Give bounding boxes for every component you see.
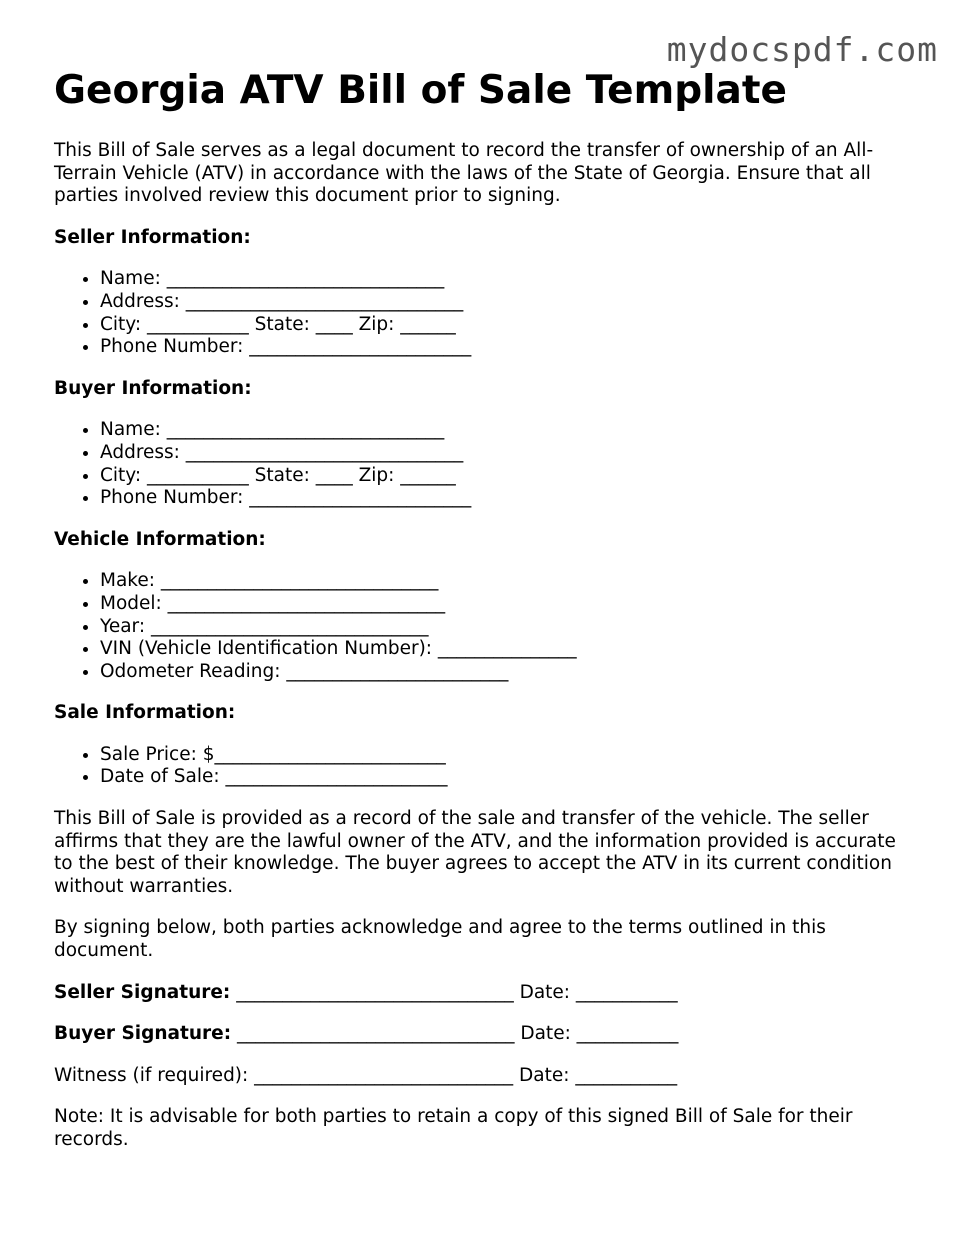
document-page: [54, 66, 914, 1171]
seller-list: [54, 268, 914, 358]
sale-date-field[interactable]: • Date of Sale: ________________________: [100, 766, 914, 789]
buyer-heading: Buyer Information:: [54, 377, 252, 399]
seller-city-state-zip-field[interactable]: • City: ___________ State: ____ Zip: ______: [100, 314, 914, 337]
buyer-city-state-zip-field[interactable]: • City: ___________ State: ____ Zip: ______: [100, 465, 914, 488]
seller-signature-line[interactable]: ______________________________ Date: ___________: [230, 981, 678, 1003]
vehicle-model-field[interactable]: • Model: ______________________________: [100, 593, 914, 616]
vehicle-odometer-field[interactable]: • Odometer Reading: ________________________: [100, 661, 914, 684]
statement-paragraph: This Bill of Sale is provided as a record of the sale and transfer of the vehicle. The seller affirms that they are the lawful owner of the ATV, and the information provided is accurate to the best of their knowledge. The buyer agrees to accept the ATV in its current condition without warranties.: [54, 808, 896, 897]
vehicle-make-field[interactable]: • Make: ______________________________: [100, 570, 914, 593]
document-title: Georgia ATV Bill of Sale Template: [54, 68, 787, 113]
buyer-signature-row[interactable]: [54, 1023, 914, 1046]
sale-price-field[interactable]: • Sale Price: $_________________________: [100, 744, 914, 767]
buyer-list: [54, 419, 914, 509]
seller-address-field[interactable]: • Address: ______________________________: [100, 291, 914, 314]
seller-signature-row[interactable]: [54, 982, 914, 1005]
buyer-signature-line[interactable]: ______________________________ Date: ___________: [231, 1023, 679, 1045]
buyer-address-field[interactable]: • Address: ______________________________: [100, 442, 914, 465]
seller-heading: Seller Information:: [54, 226, 251, 248]
vehicle-vin-field[interactable]: • VIN (Vehicle Identification Number): _______________: [100, 638, 914, 661]
buyer-signature-label: Buyer Signature:: [54, 1023, 232, 1045]
note-paragraph: Note: It is advisable for both parties to retain a copy of this signed Bill of Sale for their records.: [54, 1106, 853, 1150]
sale-list: [54, 744, 914, 789]
intro-paragraph: This Bill of Sale serves as a legal document to record the transfer of ownership of an All-Terrain Vehicle (ATV) in accordance with the laws of the State of Georgia. Ensure that all parties involved review this document prior to signing.: [54, 140, 874, 207]
vehicle-year-field[interactable]: • Year: ______________________________: [100, 616, 914, 639]
seller-signature-label: Seller Signature:: [54, 981, 231, 1003]
vehicle-heading: Vehicle Information:: [54, 528, 266, 550]
seller-phone-field[interactable]: • Phone Number: ________________________: [100, 336, 914, 359]
acknowledge-paragraph: By signing below, both parties acknowledge and agree to the terms outlined in this document.: [54, 917, 826, 962]
witness-signature-row[interactable]: Witness (if required): ____________________________ Date: ___________: [54, 1064, 678, 1086]
buyer-name-field[interactable]: • Name: ______________________________: [100, 419, 914, 442]
watermark: mydocspdf.com: [666, 30, 938, 69]
vehicle-list: [54, 570, 914, 683]
seller-name-field[interactable]: • Name: ______________________________: [100, 268, 914, 291]
sale-heading: Sale Information:: [54, 702, 236, 724]
buyer-phone-field[interactable]: • Phone Number: ________________________: [100, 487, 914, 510]
